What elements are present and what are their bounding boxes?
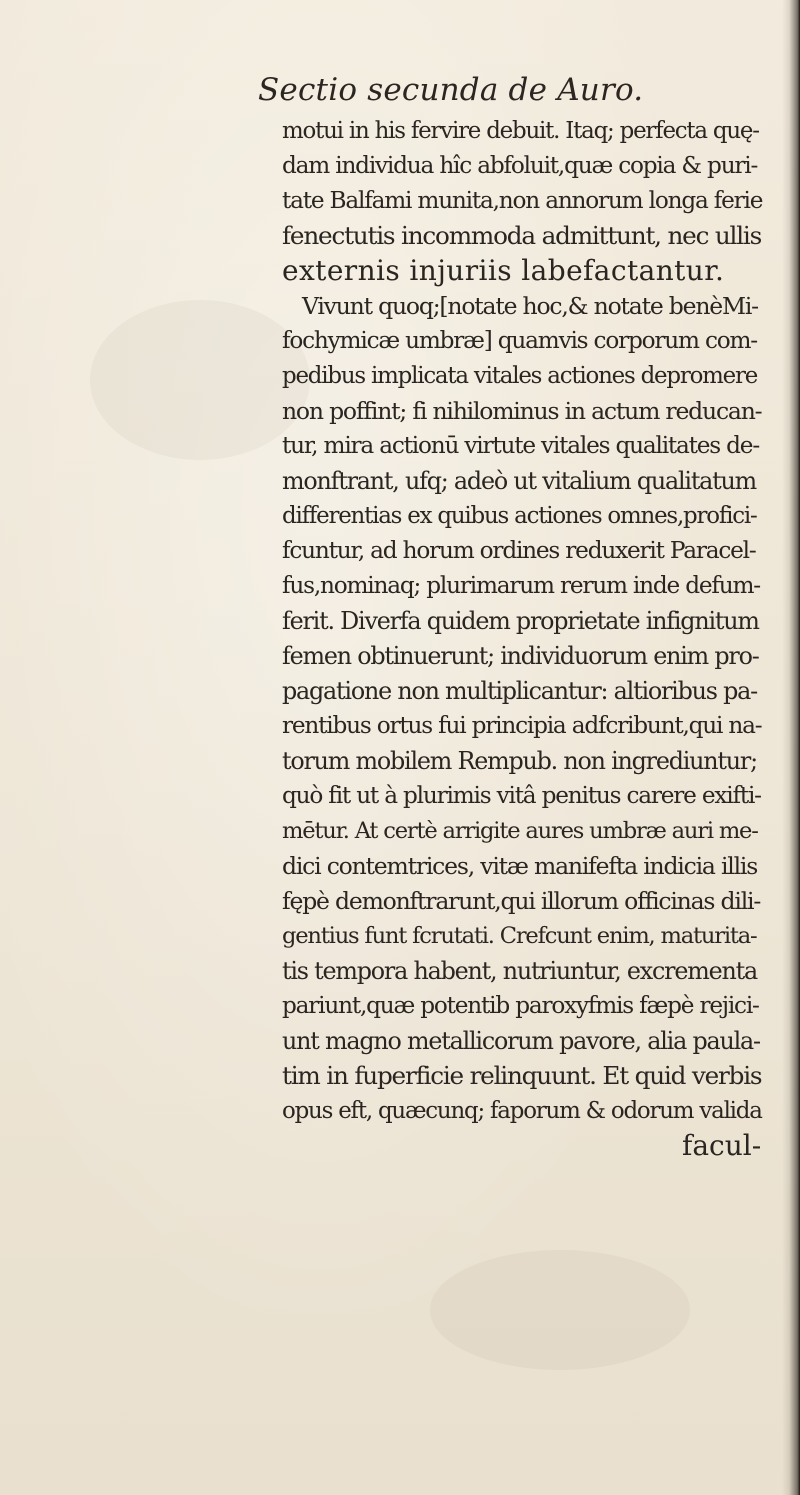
text-line: Vivunt quoq;[notate hoc,& notate benèMi- <box>302 292 758 320</box>
text-line: monftrant, ufq; adeò ut vitalium qualitatum <box>282 467 757 495</box>
text-line: dam individua hîc abfoluit,quæ copia & puri- <box>282 152 758 179</box>
text-line: externis injuriis labefactantur. <box>282 254 725 287</box>
text-line: fcuntur, ad horum ordines reduxerit Paracel- <box>282 537 756 564</box>
running-head: Sectio secunda de Auro. <box>258 72 644 108</box>
paper-stain <box>430 1250 690 1370</box>
text-line: non poffint; fi nihilominus in actum reducan- <box>282 397 762 425</box>
catchword: facul- <box>682 1129 762 1162</box>
paper-stain <box>90 300 310 460</box>
text-line: quò fit ut à plurimis vitâ penitus carere exifti- <box>282 782 761 809</box>
text-line: mētur. At certè arrigite aures umbræ auri me- <box>282 818 758 844</box>
text-line: torum mobilem Rempub. non ingrediuntur; <box>282 747 757 775</box>
text-line: rentibus ortus fui principia adfcribunt,qui na- <box>282 712 762 739</box>
text-line: tate Balfami munita,non annorum longa ferie <box>282 187 763 214</box>
text-line: dici contemtrices, vitæ manifefta indicia illis <box>282 852 758 880</box>
text-line: tim in fuperficie relinquunt. Et quid verbis <box>282 1061 762 1090</box>
text-line: pedibus implicata vitales actiones depromere <box>282 363 758 389</box>
text-line: unt magno metallicorum pavore, alia paula- <box>282 1027 760 1055</box>
text-line: fochymicæ umbræ] quamvis corporum com- <box>282 327 757 354</box>
text-line: fus,nominaq; plurimarum rerum inde defum- <box>282 572 760 599</box>
text-line: tur, mira actionū virtute vitales qualitates de- <box>282 432 759 459</box>
text-line: pagatione non multiplicantur: altioribus pa- <box>282 677 757 705</box>
text-line: ferit. Diverfa quidem proprietate infignitum <box>282 607 759 635</box>
text-line: motui in his fervire debuit. Itaq; perfecta quę- <box>282 118 759 144</box>
text-line: pariunt,quæ potentib paroxyfmis fæpè rejici- <box>282 992 759 1019</box>
text-line: fępè demonftrarunt,qui illorum officinas dili- <box>282 887 761 915</box>
text-line: femen obtinuerunt; individuorum enim pro- <box>282 642 759 670</box>
text-line: differentias ex quibus actiones omnes,profici- <box>282 503 757 529</box>
text-line: opus eft, quæcunq; faporum & odorum valida <box>282 1098 762 1124</box>
text-line: tis tempora habent, nutriuntur, excrementa <box>282 957 757 985</box>
page-edge-shadow <box>782 0 800 1495</box>
text-line: gentius funt fcrutati. Crefcunt enim, maturita- <box>282 923 757 949</box>
text-line: fenectutis incommoda admittunt, nec ullis <box>282 221 762 250</box>
